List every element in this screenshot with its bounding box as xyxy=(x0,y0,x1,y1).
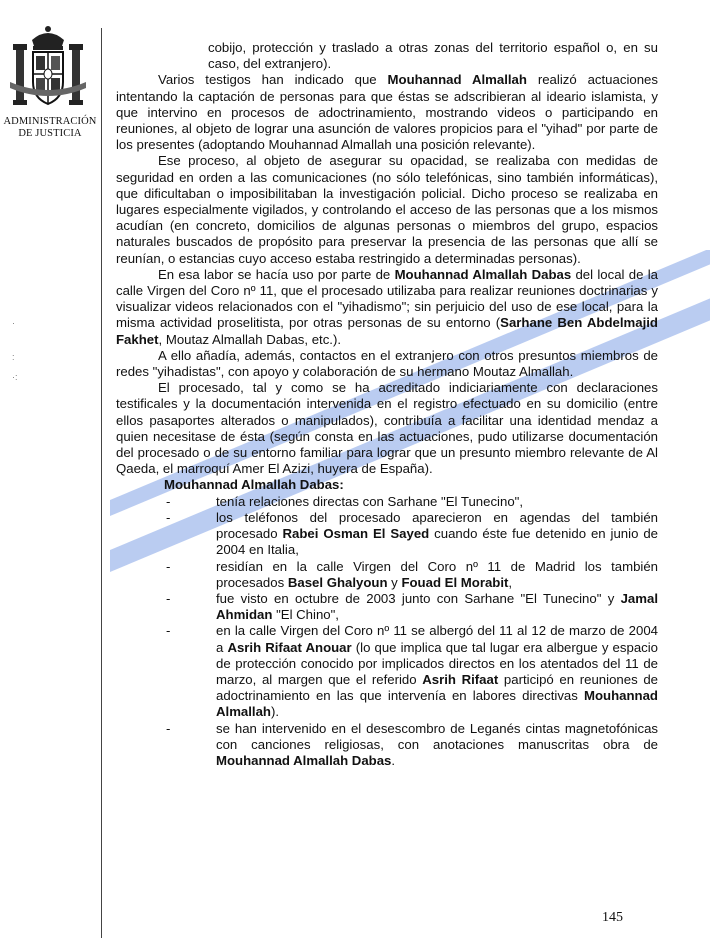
paragraph: En esa labor se hacía uso por parte de Mouhannad Almallah Dabas del local de la calle Virgen del Coro nº 11, que el procesado utilizaba para realizar reuniones doctrinarias y visualizar videos relacionados con el "yihadismo"; sin perjuicio del uso de ese local, para la misma actividad proselitista, por otras personas de su entorno (Sarhane Ben Abdelmajid Fakhet, Moutaz Almallah Dabas, etc.). xyxy=(116,266,658,347)
paragraph: El procesado, tal y como se ha acreditado indiciariamente con declaraciones testificales y la documentación intervenida en el registro efectuado en su domicilio (entre ellos pasaportes alterados o manipulados), contribuía a facilitar una identidad mendaz a quien necesitase de ésta (según consta en las actuaciones, pudo utilizarse documentación del procesado o de su entorno familiar para lograr que un presunto miembro relevante de Al Qaeda, el marroquí Amer El Azizi, huyera de España). xyxy=(116,380,658,477)
list-item: - residían en la calle Virgen del Coro nº 11 de Madrid los también procesados Basel Ghalyoun y Fouad El Morabit, xyxy=(166,558,658,590)
sidebar xyxy=(0,0,100,946)
person-name: Mouhannad Almallah xyxy=(387,72,527,88)
paragraph: Varios testigos han indicado que Mouhannad Almallah realizó actuaciones intentando la captación de personas para que éstas se adscribieran al ideario islamista, y que intervino en procesos de adoctrinamiento, mostrando videos o participando en reuniones, al objeto de lograr una asunción de valores propicios para el "yihad" por parte de los presentes (adoptando Mouhannad Almallah una posición relevante). xyxy=(116,72,658,153)
scan-artifact: : xyxy=(12,352,15,362)
list-item: - tenía relaciones directas con Sarhane "El Tunecino", xyxy=(166,493,523,509)
spanish-coat-of-arms-icon xyxy=(6,24,90,114)
person-name: Mouhannad Almallah Dabas xyxy=(394,266,572,282)
list-item: - fue visto en octubre de 2003 junto con Sarhane "El Tunecino" y Jamal Ahmidan "El Chino", xyxy=(166,590,658,623)
scan-artifact: ·: xyxy=(12,372,18,382)
org-line-1: ADMINISTRACIÓN xyxy=(3,116,97,127)
margin-rule xyxy=(101,28,102,938)
list-item: - se han intervenido en el desescombro de Leganés cintas magnetofónicas con canciones religiosas, con anotaciones manuscritas obra de Mouhannad Almallah Dabas. xyxy=(166,720,658,768)
page-number: 145 xyxy=(602,910,623,925)
list-item: - en la calle Virgen del Coro nº 11 se albergó del 11 al 12 de marzo de 2004 a Asrih Rifaat Anouar (lo que implica que tal lugar era albergue y espacio de protección conocido por implicados directos en los atentados del 11 de marzo, al margen que el referido Asrih Rifaat participó en reuniones de adoctrinamiento en las que intervenía en labores directivas Mouhannad Almallah). xyxy=(166,623,659,720)
paragraph: cobijo, protección y traslado a otras zonas del territorio español o, en su caso, del extranjero). xyxy=(208,40,658,72)
list-item: - los teléfonos del procesado aparecieron en agendas del también procesado Rabei Osman El Sayed cuando éste fue detenido en junio de 2004 en Italia, xyxy=(166,509,658,558)
paragraph: Ese proceso, al objeto de asegurar su opacidad, se realizaba con medidas de seguridad en orden a las comunicaciones (no sólo telefónicas, sino también informáticas), que dificultaban o imposibilitaban la investigación policial. Dicho proceso se realizaba en lugares especialmente vigilados, y controlando el acceso de las personas que a los mismos acudían (en concreto, domicilios de algunas personas o miembros del grupo, espacios naturales buscados de propósito para preservar la presencia de las personas que allí se reunían, o estancias cuyo acceso estaba restringido a determinadas personas). xyxy=(116,153,658,266)
organization-name xyxy=(2,116,98,140)
scan-artifact: · xyxy=(12,318,15,328)
section-heading: Mouhannad Almallah Dabas: xyxy=(164,477,344,493)
org-line-2: DE JUSTICIA xyxy=(18,128,82,139)
facts-list xyxy=(116,494,658,769)
person-name: Sarhane Ben Abdelmajid Fakhet xyxy=(116,315,658,347)
paragraph: A ello añadía, además, contactos en el extranjero con otros presuntos miembros de redes "yihadistas", con apoyo y colaboración de su hermano Moutaz Almallah. xyxy=(116,347,658,380)
document-body xyxy=(116,40,658,769)
